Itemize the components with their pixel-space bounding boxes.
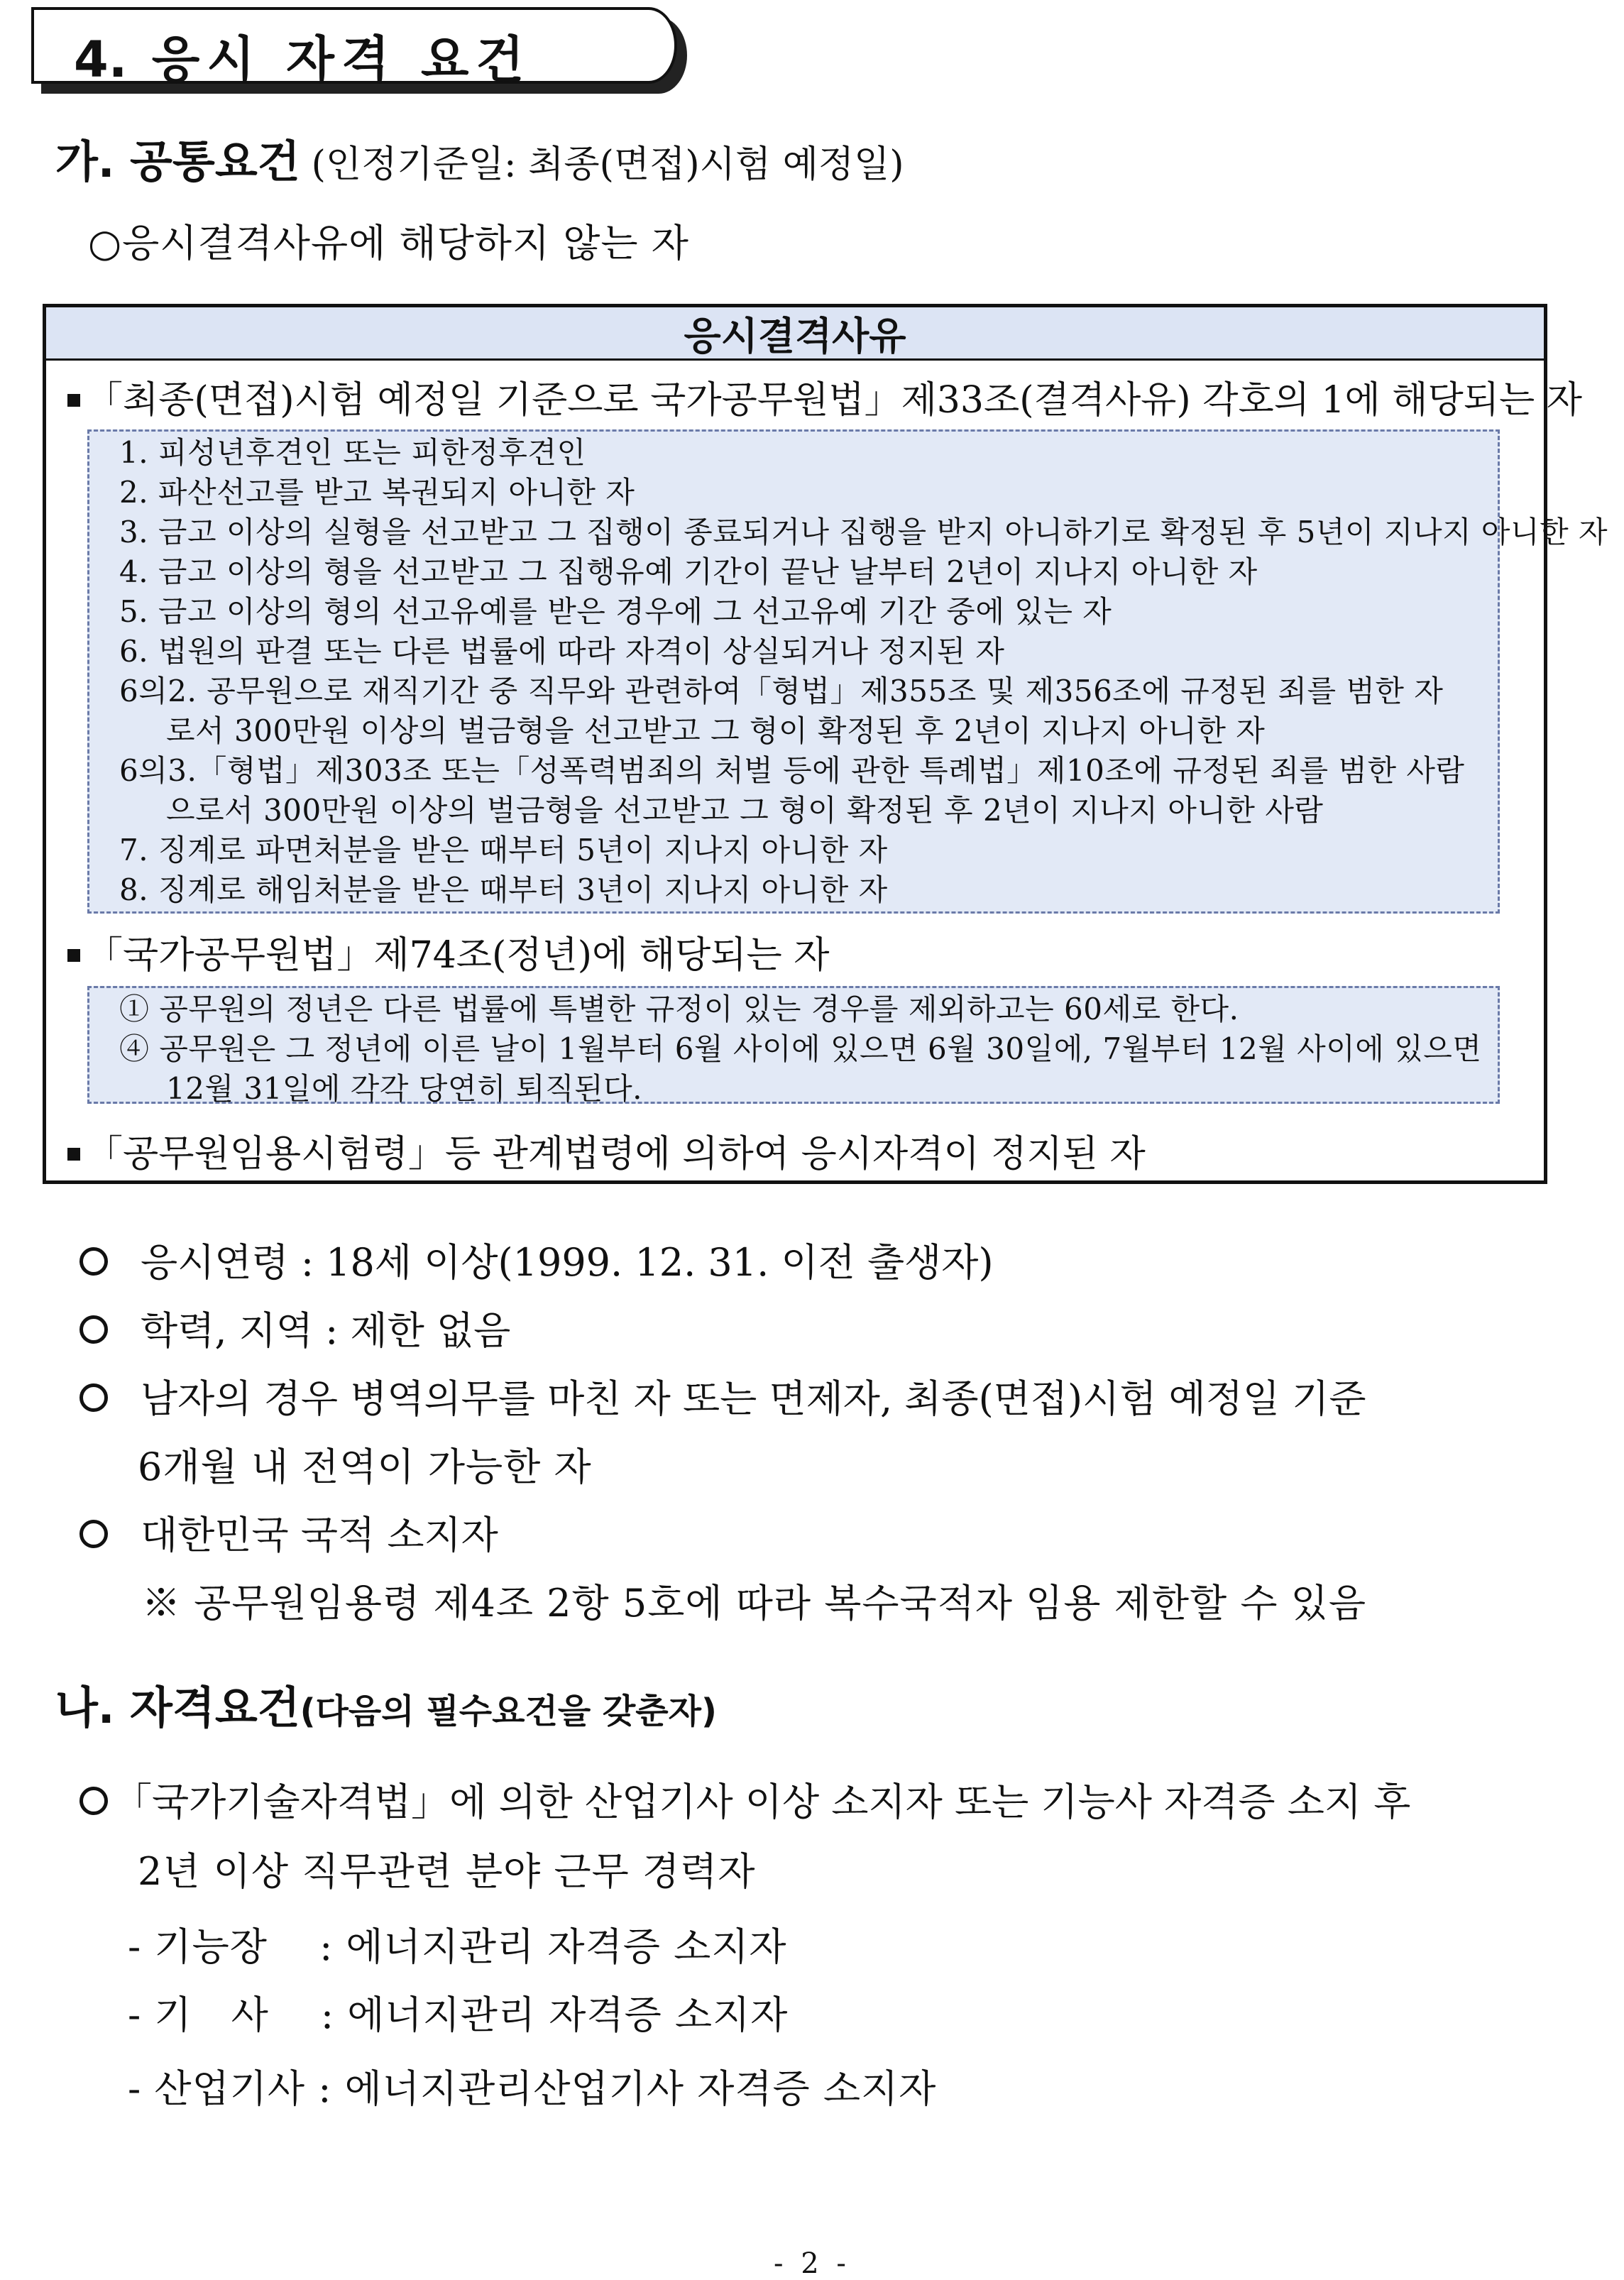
- list-item-continuation: 으로서 300만원 이상의 벌금형을 선고받고 그 형이 확정된 후 2년이 지나지 아니한 사람: [166, 793, 1324, 828]
- subsection-ga-note: (인정기준일: 최종(면접)시험 예정일): [311, 143, 904, 186]
- qualification-sub-item: - 기 사 : 에너지관리 자격증 소지자: [128, 1993, 789, 2037]
- subsection-ga-label: 가. 공통요건: [55, 136, 300, 187]
- common-nationality-text: 대한민국 국적 소지자: [141, 1513, 498, 1557]
- common-education-text: 학력, 지역 : 제한 없음: [141, 1308, 511, 1353]
- common-age-text: 응시연령 : 18세 이상(1999. 12. 31. 이전 출생자): [141, 1240, 994, 1285]
- disqualification-item-3-text: 「공무원임용시험령」등 관계법령에 의하여 응시자격이 정지된 자: [86, 1133, 1146, 1175]
- list-item-continuation: 로서 300만원 이상의 벌금형을 선고받고 그 형이 확정된 후 2년이 지나지 아니한 자: [166, 713, 1266, 748]
- list-item: ④ 공무원은 그 정년에 이른 날이 1월부터 6월 사이에 있으면 6월 30일에, 7월부터 12월 사이에 있으면: [119, 1031, 1482, 1066]
- ga-intro: ○응시결격사유에 해당하지 않는 자: [88, 221, 689, 265]
- disqualification-item-2: [67, 925, 830, 978]
- circle-bullet-icon: [79, 1520, 108, 1548]
- list-item-continuation: 12월 31일에 각각 당연히 퇴직된다.: [166, 1071, 643, 1106]
- list-item: 2. 파산선고를 받고 복권되지 아니한 자: [119, 475, 635, 510]
- list-item: 3. 금고 이상의 실형을 선고받고 그 집행이 종료되거나 집행을 받지 아니하기로 확정된 후 5년이 지나지 아니한 자: [119, 515, 1608, 549]
- subsection-na-note: (다음의 필수요건을 갖춘자): [300, 1692, 717, 1731]
- common-military-text: 남자의 경우 병역의무를 마친 자 또는 면제자, 최종(면접)시험 예정일 기준: [141, 1376, 1366, 1421]
- disqualification-item-1: [67, 370, 1582, 423]
- disqualification-item-3: [67, 1124, 1146, 1177]
- article-74-list: [87, 986, 1500, 1104]
- disqualification-item-1-text: 「최종(면접)시험 예정일 기준으로 국가공무원법」제33조(결격사유) 각호의 1에 해당되는 자: [86, 379, 1582, 422]
- subsection-na-heading: [55, 1672, 717, 1736]
- qualification-sub-item: - 기능장 : 에너지관리 자격증 소지자: [128, 1924, 787, 1969]
- article-33-list: [87, 429, 1608, 914]
- disqualification-item-2-text: 「국가공무원법」제74조(정년)에 해당되는 자: [86, 934, 830, 977]
- list-item: 6의2. 공무원으로 재직기간 중 직무와 관련하여「형법」제355조 및 제356조에 규정된 죄를 범한 자: [119, 674, 1444, 708]
- common-military: [79, 1369, 1366, 1423]
- list-item: 4. 금고 이상의 형을 선고받고 그 집행유예 기간이 끝난 날부터 2년이 지나지 아니한 자: [119, 554, 1258, 589]
- section-heading-tab: [31, 7, 677, 89]
- list-item: 1. 피성년후견인 또는 피한정후견인: [119, 435, 586, 470]
- disqualification-box: [43, 304, 1608, 1184]
- nationality-note: ※ 공무원임용령 제4조 2항 5호에 따라 복수국적자 임용 제한할 수 있음: [142, 1581, 1366, 1626]
- list-item: 5. 금고 이상의 형의 선고유예를 받은 경우에 그 선고유예 기간 중에 있는 자: [119, 594, 1112, 629]
- list-item: 8. 징계로 해임처분을 받은 때부터 3년이 지나지 아니한 자: [119, 872, 888, 907]
- circle-bullet-icon: [79, 1383, 108, 1412]
- section-number: 4.: [74, 31, 128, 89]
- subsection-ga-heading: [55, 126, 904, 190]
- square-bullet-icon: [67, 1148, 80, 1161]
- common-nationality: [79, 1505, 498, 1560]
- qualification-sub-item: - 산업기사 : 에너지관리산업기사 자격증 소지자: [128, 2066, 937, 2111]
- qualification-requirement-continuation: 2년 이상 직무관련 분야 근무 경력자: [138, 1849, 756, 1894]
- section-title: 응시 자격 요건: [151, 31, 532, 89]
- section-heading: [74, 20, 531, 92]
- page-number: - 2 -: [774, 2247, 850, 2280]
- circle-bullet-icon: [79, 1787, 108, 1815]
- common-age: [79, 1232, 994, 1287]
- circle-bullet-icon: [79, 1247, 108, 1276]
- qualification-requirement: [79, 1772, 1410, 1826]
- qualification-requirement-text: 「국가기술자격법」에 의한 산업기사 이상 소지자 또는 기능사 자격증 소지 후: [114, 1780, 1411, 1824]
- common-education: [79, 1300, 510, 1355]
- square-bullet-icon: [67, 394, 80, 407]
- list-item: 6. 법원의 판결 또는 다른 법률에 따라 자격이 상실되거나 정지된 자: [119, 634, 1005, 669]
- subsection-na-label: 나. 자격요건: [55, 1682, 300, 1733]
- square-bullet-icon: [67, 949, 80, 962]
- list-item: 6의3.「형법」제303조 또는「성폭력범죄의 처벌 등에 관한 특례법」제10조에 규정된 죄를 범한 사람: [119, 753, 1465, 788]
- disqualification-title: 응시결격사유: [46, 307, 1544, 361]
- common-military-continuation: 6개월 내 전역이 가능한 자: [138, 1445, 592, 1489]
- list-item: 7. 징계로 파면처분을 받은 때부터 5년이 지나지 아니한 자: [119, 833, 888, 867]
- circle-bullet-icon: [79, 1315, 108, 1344]
- list-item: ① 공무원의 정년은 다른 법률에 특별한 규정이 있는 경우를 제외하고는 60세로 한다.: [119, 992, 1239, 1026]
